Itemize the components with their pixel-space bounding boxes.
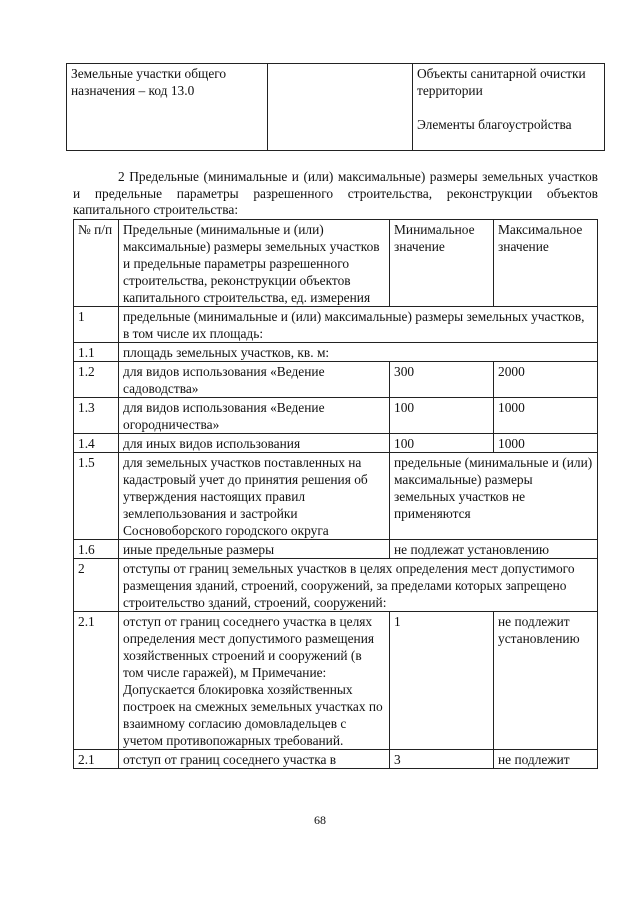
table-row	[74, 453, 598, 540]
row-num: 1.3	[74, 398, 119, 434]
row-text: предельные (минимальные и (или) максимальные) размеры земельных участков, в том числе их площадь:	[119, 307, 598, 343]
table-row	[74, 343, 598, 362]
row-min: 100	[390, 434, 494, 453]
table-row	[74, 750, 598, 769]
row-num: 1.2	[74, 362, 119, 398]
row-text: отступ от границ соседнего участка в целях определения мест допустимого размещения хозяйственных строений и сооружений (в том числе гаражей), м Примечание: Допускается блокировка хозяйственных построек на смежных земельных участках по взаимному согласию домовладельцев с учетом противопожарных требований.	[119, 612, 390, 750]
row-min: 1	[390, 612, 494, 750]
header-param: Предельные (минимальные и (или) максимальные) размеры земельных участков и предельные параметры разрешенного строительства, реконструкции объектов капитального строительства, ед. измерения	[119, 220, 390, 307]
top-cell-1: Земельные участки общего назначения – код 13.0	[67, 64, 268, 151]
row-num: 2	[74, 559, 119, 612]
top-cell-3-line1: Объекты санитарной очистки территории	[417, 66, 586, 98]
row-max: 1000	[494, 398, 598, 434]
table-row	[74, 362, 598, 398]
row-text: площадь земельных участков, кв. м:	[119, 343, 598, 362]
top-table	[66, 63, 605, 151]
row-text: иные предельные размеры	[119, 540, 390, 559]
page-number: 68	[314, 813, 326, 827]
row-num: 1.5	[74, 453, 119, 540]
row-num: 1.1	[74, 343, 119, 362]
top-cell-3-line2: Элементы благоустройства	[417, 117, 572, 132]
row-text: для земельных участков поставленных на кадастровый учет до принятия решения об утверждения настоящих правил землепользования и застройки Сосновоборского городского округа	[119, 453, 390, 540]
table-row	[74, 612, 598, 750]
table-header-row	[74, 220, 598, 307]
row-text: отступы от границ земельных участков в целях определения мест допустимого размещения зданий, строений, сооружений, за пределами которых запрещено строительство зданий, строений, сооружений:	[119, 559, 598, 612]
row-num: 1.4	[74, 434, 119, 453]
row-text: для иных видов использования	[119, 434, 390, 453]
row-text: для видов использования «Ведение садоводства»	[119, 362, 390, 398]
section-paragraph: 2 Предельные (минимальные и (или) максимальные) размеры земельных участков и предельные параметры разрешенного строительства, реконструкции объектов капитального строительства:	[73, 169, 598, 217]
row-num: 1	[74, 307, 119, 343]
row-text: для видов использования «Ведение огородничества»	[119, 398, 390, 434]
table-row	[74, 434, 598, 453]
table-row	[74, 398, 598, 434]
row-num: 1.6	[74, 540, 119, 559]
row-max: 1000	[494, 434, 598, 453]
row-max: не подлежит	[494, 750, 598, 769]
row-max: не подлежит установлению	[494, 612, 598, 750]
row-max: 2000	[494, 362, 598, 398]
table-row	[74, 559, 598, 612]
parameters-table	[73, 219, 598, 769]
row-min: 100	[390, 398, 494, 434]
header-min: Минимальное значение	[390, 220, 494, 307]
row-min: 300	[390, 362, 494, 398]
table-row	[74, 307, 598, 343]
row-text: отступ от границ соседнего участка в	[119, 750, 390, 769]
row-num: 2.1	[74, 612, 119, 750]
table-row	[74, 540, 598, 559]
row-merged-value: не подлежат установлению	[390, 540, 598, 559]
top-cell-3	[413, 64, 605, 151]
row-merged-value: предельные (минимальные и (или) максимальные) размеры земельных участков не применяются	[390, 453, 598, 540]
top-table-row	[67, 64, 605, 151]
row-min: 3	[390, 750, 494, 769]
row-num: 2.1	[74, 750, 119, 769]
top-cell-2	[268, 64, 413, 151]
header-max: Максимальное значение	[494, 220, 598, 307]
header-num: № п/п	[74, 220, 119, 307]
